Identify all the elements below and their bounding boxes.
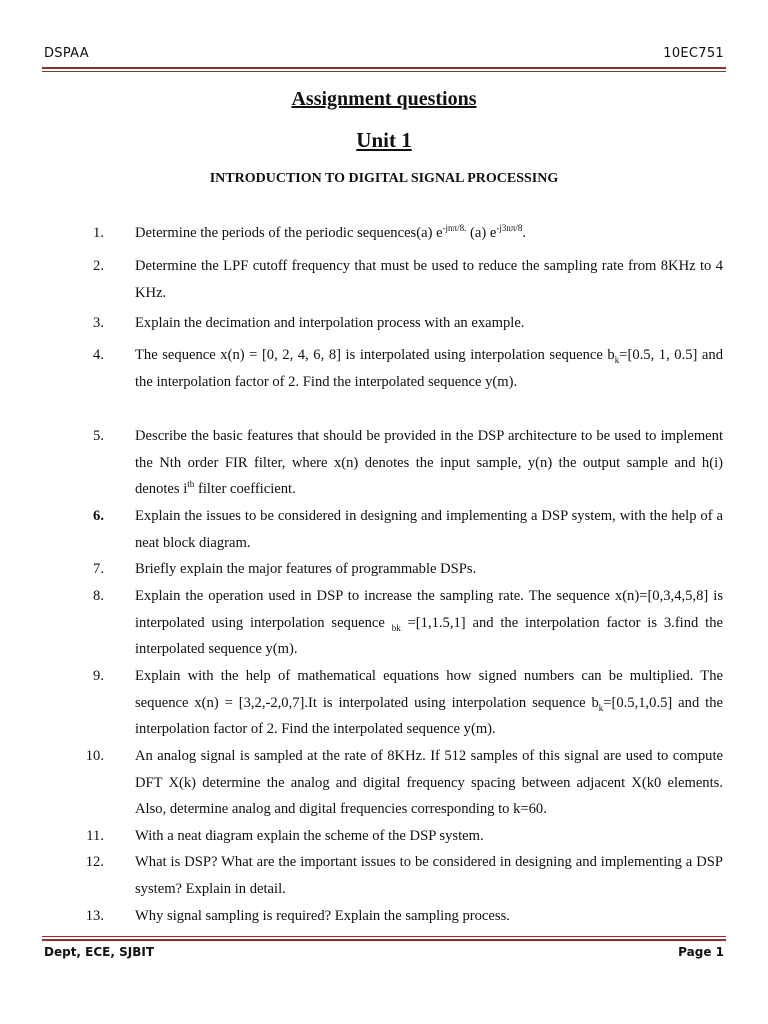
header-rule xyxy=(42,67,726,69)
question-number: 1. xyxy=(93,225,104,241)
question-text: Explain with the help of mathematical equations how signed numbers can be multiplied. The sequence x(n) = [3,2,-2,0,7].It is interpolated using interpolation sequence $b_k=[0.5,1,0.5]$ and the interpolation factor of 2. Find the interpolated sequence y(m). xyxy=(135,668,723,737)
question-number: 7. xyxy=(93,561,104,577)
footer-department: Dept, ECE, SJBIT xyxy=(44,945,155,959)
question-text: Briefly explain the major features of programmable DSPs. xyxy=(135,561,477,577)
question-number: 3. xyxy=(93,315,104,331)
question-10 xyxy=(85,743,723,823)
question-number: 2. xyxy=(93,258,104,274)
question-text: Explain the decimation and interpolation process with an example. xyxy=(135,315,525,331)
question-text: What is DSP? What are the important issues to be considered in designing and implementing a DSP system? Explain in detail. xyxy=(135,854,723,897)
unit-title: Unit 1 xyxy=(356,128,412,152)
question-text: Why signal sampling is required? Explain the sampling process. xyxy=(135,908,510,924)
question-text: An analog signal is sampled at the rate of 8KHz. If 512 samples of this signal are used to compute DFT X(k) determine the analog and digital frequency spacing between adjacent X(k0 elements. Also, determine analog and digital frequencies corresponding to k=60. xyxy=(135,748,723,817)
page-footer xyxy=(44,945,724,959)
question-text: Explain the issues to be considered in designing and implementing a DSP system, with the help of a neat block diagram. xyxy=(135,508,723,551)
question-5 xyxy=(93,423,723,503)
question-13 xyxy=(85,903,723,930)
question-text: Explain the operation used in DSP to increase the sampling rate. The sequence x(n)=[0,3,4,5,8] is interpolated using interpolation sequence $_{bk}$ =[1,1.5,1] and the interpolation factor is 3.find the interpolated sequence y(m). xyxy=(135,588,723,657)
section-subtitle: INTRODUCTION TO DIGITAL SIGNAL PROCESSING xyxy=(209,171,559,186)
question-number: 4. xyxy=(93,347,104,363)
question-number: 5. xyxy=(93,428,104,444)
question-number: 9. xyxy=(93,668,104,684)
page-number: Page 1 xyxy=(678,945,724,959)
footer-rule-thin xyxy=(42,936,726,937)
question-number: 11. xyxy=(86,828,104,844)
question-9 xyxy=(93,663,723,743)
header-rule-thin xyxy=(42,71,726,72)
question-11 xyxy=(86,823,723,850)
question-12 xyxy=(85,849,723,902)
question-text: The sequence x(n) = [0, 2, 4, 6, 8] is interpolated using interpolation sequence $b_k=[0.5$, 1, 0.5] and the interpolation factor of 2. Find the interpolated sequence y(m). xyxy=(135,347,724,390)
question-1 xyxy=(93,220,723,247)
header-course-name: DSPAA xyxy=(44,46,89,61)
question-3 xyxy=(93,310,723,337)
question-number: 12. xyxy=(85,854,104,870)
question-number: 8. xyxy=(93,588,104,604)
question-number: 13. xyxy=(85,908,104,924)
question-number: 6. xyxy=(93,508,104,524)
question-number: 10. xyxy=(85,748,104,764)
header-course-code: 10EC751 xyxy=(663,46,724,61)
question-text: Describe the basic features that should be provided in the DSP architecture to be used to implement the Nth order FIR filter, where x(n) denotes the input sample, y(n) the output sample and h(i) denotes $i^{th}$ filter coefficient. xyxy=(135,428,723,497)
question-4 xyxy=(93,342,724,395)
question-text: Determine the periods of the periodic sequences(a) $e^{-jn\pi/8.}$ (a) $e^{-j3n\pi/8}$. xyxy=(135,223,527,241)
question-8 xyxy=(93,583,723,663)
page-title: Assignment questions xyxy=(291,88,477,110)
question-text: With a neat diagram explain the scheme of the DSP system. xyxy=(135,828,484,844)
question-2 xyxy=(93,253,723,306)
page-header xyxy=(44,46,724,61)
footer-rule xyxy=(42,939,726,941)
question-7 xyxy=(93,556,723,583)
question-text: Determine the LPF cutoff frequency that must be used to reduce the sampling rate from 8KHz to 4 KHz. xyxy=(135,258,723,301)
question-6 xyxy=(93,503,723,556)
